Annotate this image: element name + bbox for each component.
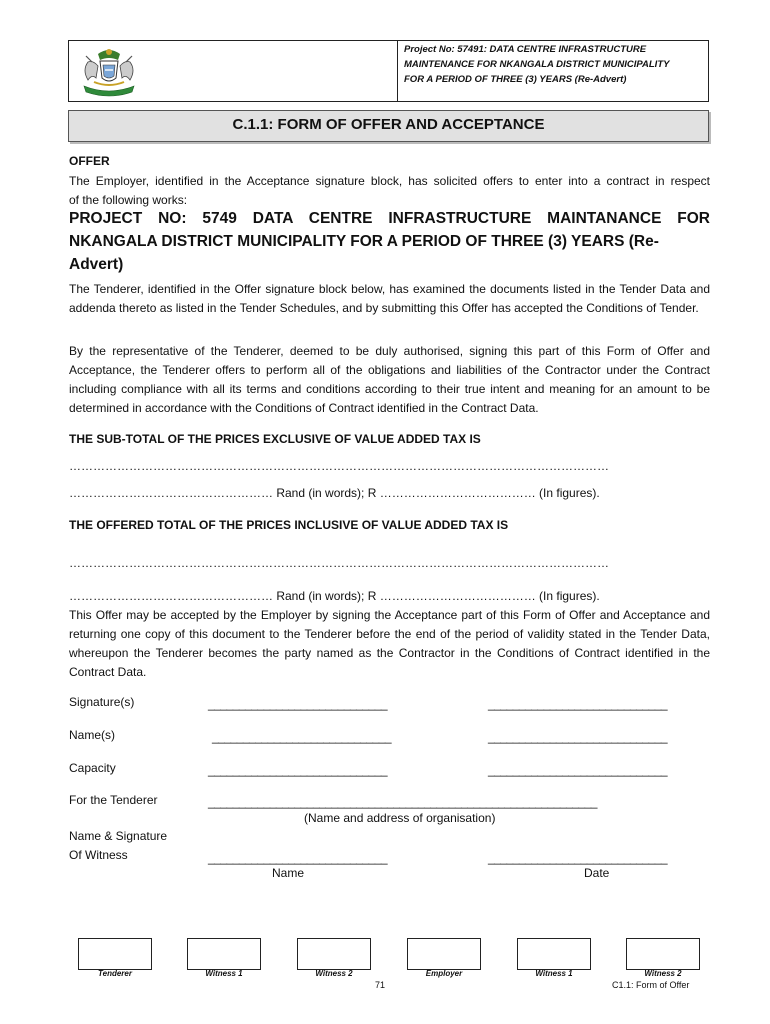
initials-label: Witness 2	[644, 969, 682, 978]
initials-box-employer[interactable]	[407, 938, 481, 970]
capacity-field-1[interactable]: _____________________________	[208, 763, 388, 777]
offer-heading: OFFER	[69, 154, 110, 168]
initials-label: Employer	[425, 969, 463, 978]
capacity-label: Capacity	[69, 761, 116, 775]
representative-paragraph: By the representative of the Tenderer, deemed to be duly authorised, signing this part of this Form of Offer and Acceptance, the Tenderer offers to perform all of the obligations and liabilities of the Contractor under the Contract including compliance with all its terms and conditions according to their true intent and meaning for an amount to be determined in accordance with the Conditions of Contract identified in the Contract Data.	[69, 344, 710, 415]
initials-box-tenderer[interactable]	[78, 938, 152, 970]
project-ref-line: Project No: 57491: DATA CENTRE INFRASTRUCTURE	[404, 44, 647, 55]
for-tenderer-label: For the Tenderer	[69, 793, 158, 807]
acceptance-paragraph: This Offer may be accepted by the Employer by signing the Acceptance part of this Form of Offer and Acceptance and returning one copy of this document to the Tenderer before the end of the period of validity stated in the Tender Data, whereupon the Tenderer becomes the party named as the Contractor in the Conditions of Contract identified in the Contract Data.	[69, 608, 710, 679]
project-title-line: NKANGALA DISTRICT MUNICIPALITY FOR A PERIOD OF THREE (3) YEARS (Re-Advert)	[69, 233, 659, 273]
name-caption: Name	[272, 866, 305, 880]
page-title: C.1.1: FORM OF OFFER AND ACCEPTANCE	[232, 116, 545, 133]
witness-label-line2: Of Witness	[69, 848, 128, 862]
initials-box-witness2[interactable]	[297, 938, 371, 970]
offer-intro-line: of the following works:	[69, 193, 188, 207]
signature-field-2[interactable]: _____________________________	[488, 697, 668, 711]
initials-label: Witness 2	[315, 969, 353, 978]
project-title-line: PROJECT NO: 5749 DATA CENTRE INFRASTRUCTURE MAINTANANCE FOR	[69, 210, 710, 227]
witness-label-line1: Name & Signature	[69, 829, 168, 843]
header-divider	[397, 40, 398, 102]
subtotal-words-dots[interactable]: ………………………………………………………………………………………………………………………	[69, 459, 609, 473]
footer-section: C1.1: Form of Offer	[612, 980, 690, 990]
name-field-2[interactable]: _____________________________	[488, 730, 668, 744]
organisation-field[interactable]: _______________________________________________________________	[208, 795, 597, 809]
signatures-label: Signature(s)	[69, 695, 135, 709]
witness-date-field[interactable]: _____________________________	[488, 851, 668, 865]
initials-box-witness1-employer[interactable]	[517, 938, 591, 970]
subtotal-heading: THE SUB-TOTAL OF THE PRICES EXCLUSIVE OF VALUE ADDED TAX IS	[69, 432, 481, 446]
coat-of-arms-icon	[76, 44, 142, 98]
capacity-field-2[interactable]: _____________________________	[488, 763, 668, 777]
tenderer-paragraph: The Tenderer, identified in the Offer signature block below, has examined the documents listed in the Tender Data and addenda thereto as listed in the Tender Schedules, and by submitting this Offer has accepted the Conditions of Tender.	[69, 282, 710, 315]
initials-label: Witness 1	[535, 969, 573, 978]
names-label: Name(s)	[69, 728, 116, 742]
initials-label: Witness 1	[205, 969, 243, 978]
total-heading: THE OFFERED TOTAL OF THE PRICES INCLUSIVE OF VALUE ADDED TAX IS	[69, 518, 509, 532]
initials-label: Tenderer	[98, 969, 132, 978]
initials-box-witness1[interactable]	[187, 938, 261, 970]
offer-intro-line: The Employer, identified in the Acceptance signature block, has solicited offers to enter into a contract in respect	[69, 174, 710, 188]
project-reference	[404, 42, 704, 87]
date-caption: Date	[584, 866, 610, 880]
total-words-dots[interactable]: ………………………………………………………………………………………………………………………	[69, 556, 609, 570]
project-ref-line: FOR A PERIOD OF THREE (3) YEARS (Re-Advert)	[404, 74, 627, 85]
subtotal-amount-line[interactable]: …………………………………………… Rand (in words); R ………………………………… (In figures).	[69, 486, 600, 500]
initials-box-witness2-employer[interactable]	[626, 938, 700, 970]
project-ref-line: MAINTENANCE FOR NKANGALA DISTRICT MUNICIPALITY	[404, 59, 670, 70]
witness-name-field[interactable]: _____________________________	[208, 851, 388, 865]
total-amount-line[interactable]: …………………………………………… Rand (in words); R ………………………………… (In figures).	[69, 589, 600, 603]
page-number: 71	[375, 980, 386, 990]
organisation-caption: (Name and address of organisation)	[304, 811, 496, 825]
name-field-1[interactable]: _____________________________	[212, 730, 392, 744]
signature-field-1[interactable]: _____________________________	[208, 697, 388, 711]
